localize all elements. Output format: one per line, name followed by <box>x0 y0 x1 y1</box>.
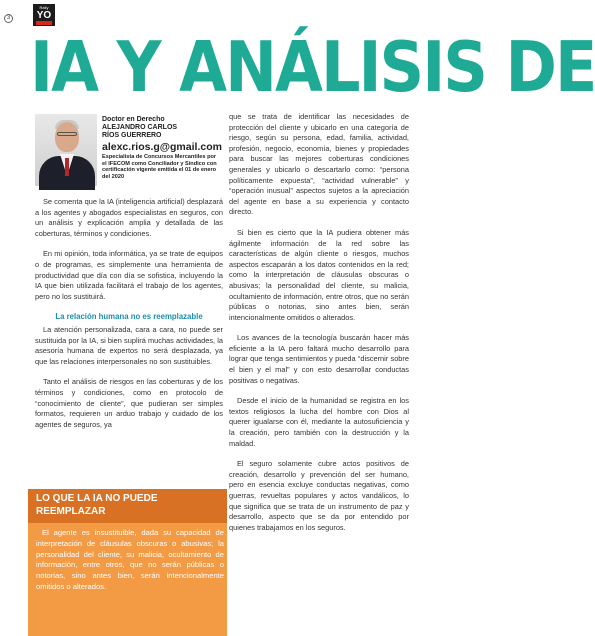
right-column <box>229 112 409 533</box>
right-paragraph-2: Si bien es cierto que la IA pudiera obtener más ágilmente información de la red sobre las características de algún cliente o riesgos, muchos aspectos escaparán a los datos contenidos en la red; como la interpretación de cláusulas obscuras o abusivas; la personalidad del cliente, su malicia, ocultamiento de información, entre otros, que no serán públicas o notorias, sino antes bien, serán intencionalmente omitidos o alterados. <box>229 227 409 322</box>
author-credentials: Especialista de Concursos Mercantiles por el IFECOM como Conciliador y Síndico con certificación vigente emitida el 01 de enero del 2020 <box>102 154 217 180</box>
right-paragraph-3: Los avances de la tecnología buscarán hacer más eficiente a la IA pero faltará mucho desarrollo para lograr que tenga sentimientos y pueda “discernir sobre el bien y el mal” y con esto desarrollar conductas positivas o negativas. <box>229 333 409 385</box>
magazine-logo <box>33 4 55 26</box>
logo-line2: YO <box>36 10 52 21</box>
callout-title-bar <box>28 489 227 523</box>
right-paragraph-4: Desde el inicio de la humanidad se registra en los textos religiosos la lucha del hombre con Dios al querer igualarse con él, mediante la autosuficiencia y la creación, pero también con la destrucción y la maldad. <box>229 396 409 448</box>
logo-line1: Rally <box>39 5 49 10</box>
right-paragraph-1: que se trata de identificar las necesidades de protección del cliente y ubicarlo en una categoría de riesgo, según su persona, edad, familia, actividad, profesión, negocio, economía, bienes y propiedades para buscar las mejores coberturas condiciones generales y ubicarlo o descartarlo como: “persona políticamente expuesta”, “actividad vulnerable” y “operación inusual” aspectos sujetos a la apreciación del agente en base a su experiencia y contacto directo. <box>229 112 409 217</box>
left-paragraph-2: En mi opinión, toda informática, ya se trate de equipos o de programas, es simplemente una herramienta de productividad que día con día se sofistica, incluyendo la IA que bien utilizada facilitará el trabajo de los agentes, pero no los sustituirá. <box>35 249 223 301</box>
page-number: 3 <box>4 14 13 23</box>
logo-line3 <box>36 21 52 25</box>
left-paragraph-1: Se comenta que la IA (inteligencia artificial) desplazará a los agentes y abogados especialistas en seguros, con un análisis y explicación amplia y detallada de las coberturas, términos y condiciones. <box>35 197 223 238</box>
author-role: Doctor en Derecho <box>102 116 165 123</box>
left-column <box>35 197 223 430</box>
left-paragraph-3: La atención personalizada, cara a cara, no puede ser sustituida por la IA, si bien suplirá muchas actividades, la asesoría humana de expertos no será desplazada, ya que las relaciones interpersonales no son sustituibles. <box>35 324 223 366</box>
author-name-line1: ALEJANDRO CARLOS <box>102 124 178 131</box>
left-paragraph-4: Tanto el análisis de riesgos en las coberturas y de los términos y condiciones, como en protocolo de “conocimiento de cliente”, que pudieran ser simples formatos, requieren un arduo trabajo y cuidado de los agentes de seguros, ya <box>35 377 223 429</box>
headline: IA Y ANÁLISIS DE <box>30 26 595 109</box>
author-email: alexc.rios.g@gmail.com <box>102 141 222 153</box>
callout-body: El agente es insustituible, dada su capacidad de interpretación de cláusulas obscuras o abusivas; la personalidad del cliente, su malicia, ocultamiento de información, entre otros, que no serán públicas o notorias, sino antes bien, serán intencionalmente omitidos o alterados. <box>36 528 224 591</box>
author-block <box>102 116 222 180</box>
section-subheading: La relación humana no es reemplazable <box>55 312 203 322</box>
right-paragraph-5: El seguro solamente cubre actos positivos de creación, desarrollo y prevención del ser humano, pero en esencia excluye conductas negativas, como guerras, revueltas populares y actos vandálicos, lo que significa que se trata de un instrumento de paz y desarrollo, aspecto que se da por entendido por quienes trabajamos en los seguros. <box>229 459 409 532</box>
author-name-line2: RÍOS GUERRERO <box>102 132 162 139</box>
callout-title: LO QUE LA IA NO PUEDE REEMPLAZAR <box>36 493 158 517</box>
author-photo <box>35 114 97 186</box>
